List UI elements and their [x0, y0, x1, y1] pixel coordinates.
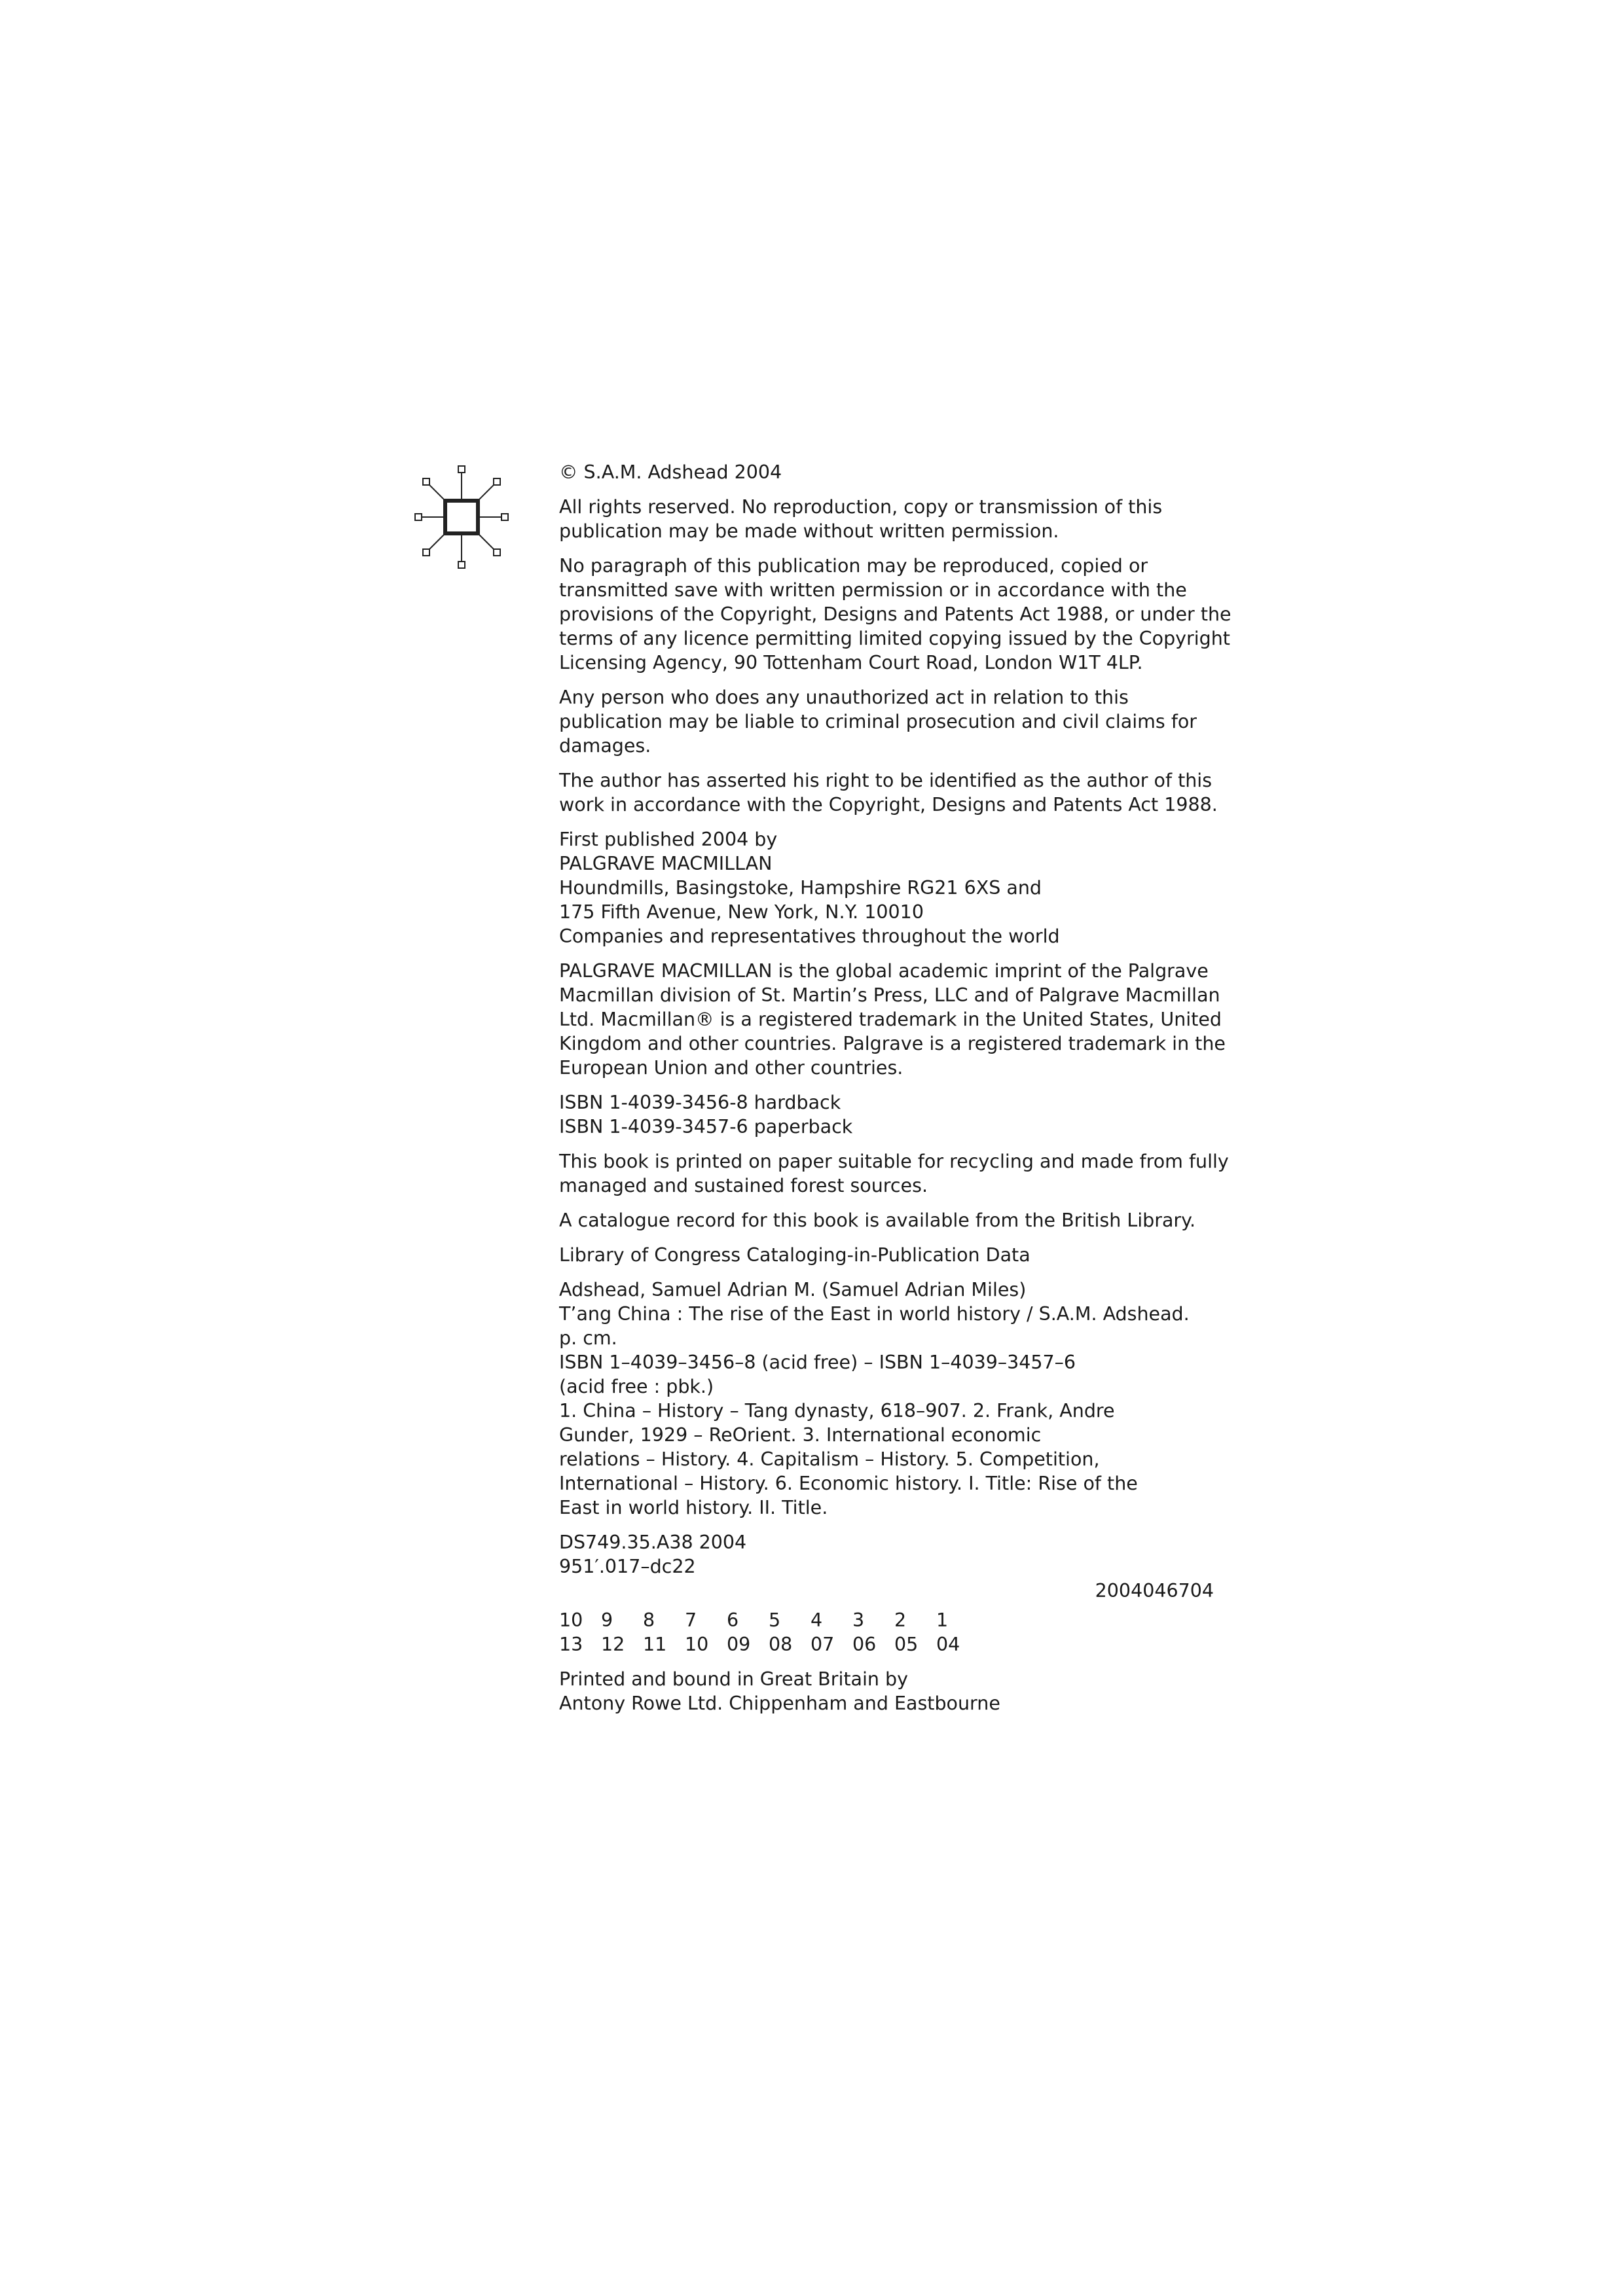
- cip-block: Adshead, Samuel Adrian M. (Samuel Adrian Miles) T’ang China : The rise of the East in world history / S.A.M. Adshead. p. cm. ISBN 1–4039–3456–8 (acid free) – ISBN 1–4039–3457–6 (acid free : pbk.) 1. China – History – Tang dynasty, 618–907. 2. Frank, Andre Gunder, 1929 – ReOrient. 3. International economic relations – History. 4. Capitalism – History. 5. Competition, International – History. 6. Economic history. I. Title: Rise of the East in world history. II. Title.: [559, 1279, 1190, 1518]
- printer-block: Printed and bound in Great Britain by Antony Rowe Ltd. Chippenham and Eastbourne: [559, 1668, 1000, 1714]
- printing-numbers-block: [559, 1608, 1214, 1657]
- year-numbers-row: 13 12 11 10 09 08 07 06 05 04: [559, 1634, 960, 1655]
- classification-block: DS749.35.A38 2004 951′.017–dc22 2004046704: [559, 1532, 1214, 1602]
- publisher-logo-icon: [412, 458, 511, 576]
- catalogue-line: A catalogue record for this book is available from the British Library.: [559, 1210, 1196, 1231]
- copyright-page: [559, 460, 1231, 1726]
- rights-paragraph: All rights reserved. No reproduction, copy or transmission of this publication may be made without written permission.: [559, 496, 1163, 542]
- paper-paragraph: This book is printed on paper suitable for recycling and made from fully managed and sustained forest sources.: [559, 1151, 1229, 1196]
- imprint-paragraph: PALGRAVE MACMILLAN is the global academic imprint of the Palgrave Macmillan division of St. Martin’s Press, LLC and of Palgrave Macmillan Ltd. Macmillan® is a registered trademark in the United States, United Kingdom and other countries. Palgrave is a registered trademark in the European Union and other countries.: [559, 960, 1226, 1079]
- isbn-block: ISBN 1-4039-3456-8 hardback ISBN 1-4039-3457-6 paperback: [559, 1092, 853, 1138]
- copyright-line: © S.A.M. Adshead 2004: [559, 461, 782, 483]
- reproduction-paragraph: No paragraph of this publication may be reproduced, copied or transmitted save with written permission or in accordance with the provisions of the Copyright, Designs and Patents Act 1988, or under the terms of any licence permitting limited copying issued by the Copyright Licensing Agency, 90 Tottenham Court Road, London W1T 4LP.: [559, 555, 1231, 673]
- author-right-paragraph: The author has asserted his right to be identified as the author of this work in accordance with the Copyright, Designs and Patents Act 1988.: [559, 770, 1218, 816]
- liability-paragraph: Any person who does any unauthorized act in relation to this publication may be liable to criminal prosecution and civil claims for damages.: [559, 687, 1197, 757]
- printing-numbers-row: 10 9 8 7 6 5 4 3 2 1: [559, 1609, 949, 1631]
- loc-heading: Library of Congress Cataloging-in-Publication Data: [559, 1244, 1030, 1266]
- publisher-block: First published 2004 by PALGRAVE MACMILLAN Houndmills, Basingstoke, Hampshire RG21 6XS and 175 Fifth Avenue, New York, N.Y. 10010 Companies and representatives throughout the world: [559, 829, 1060, 947]
